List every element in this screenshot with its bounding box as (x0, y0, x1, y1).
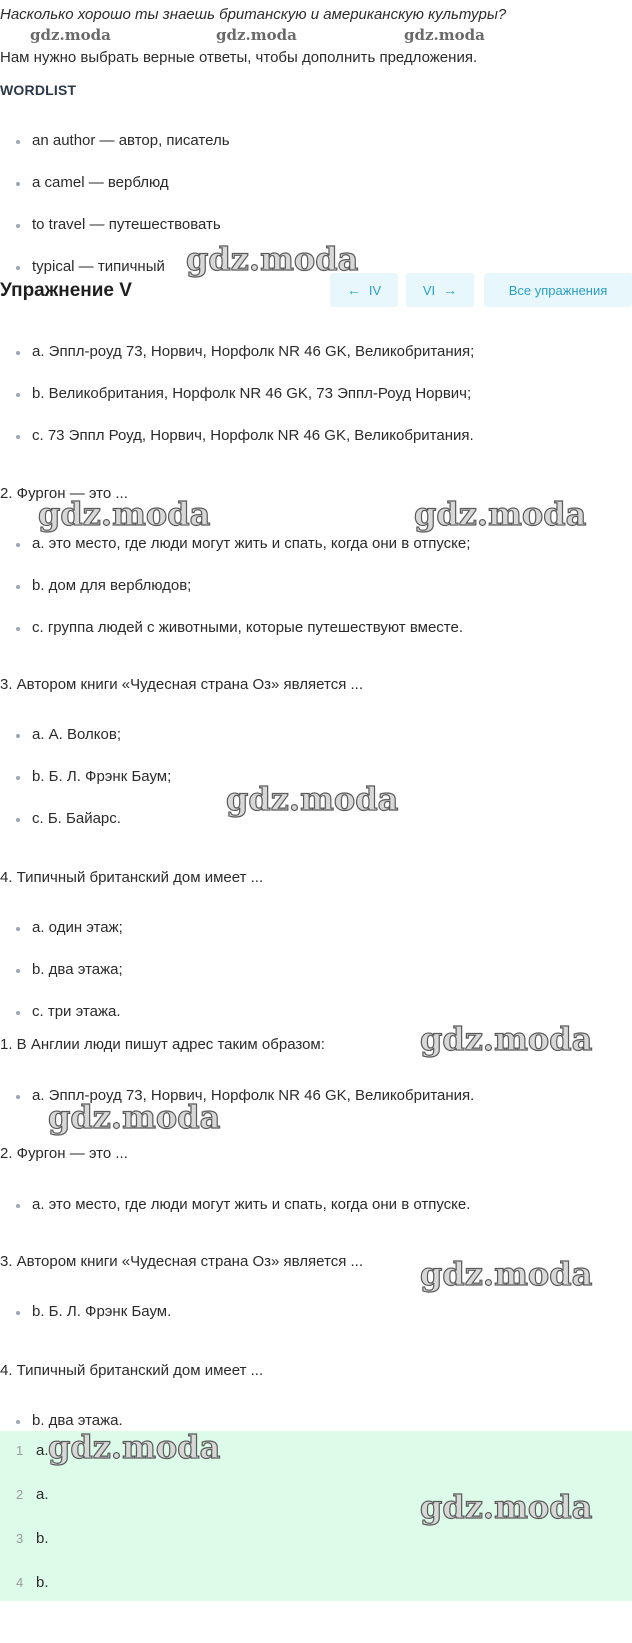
bullet-icon (16, 734, 20, 738)
prev-exercise-button[interactable] (330, 273, 398, 307)
answer-key-number: 3 (16, 1531, 24, 1546)
bullet-icon (16, 969, 20, 973)
wordlist-item: to travel — путешествовать (32, 216, 221, 233)
bullet-icon (16, 543, 20, 547)
bullet-icon (16, 1011, 20, 1015)
answer-key-value: b. (36, 1530, 49, 1547)
intro-question: Насколько хорошо ты знаешь британскую и американскую культуры? (0, 6, 507, 23)
option-q4-a: a. один этаж; (32, 919, 123, 936)
answer-key-row (0, 1475, 632, 1519)
option-q1-b: b. Великобритания, Норфолк NR 46 GK, 73 Эппл-Роуд Норвич; (32, 385, 472, 402)
option-q4-b: b. два этажа; (32, 961, 123, 978)
option-q2-c: c. группа людей с животными, которые путешествуют вместе. (32, 619, 464, 636)
bullet-icon (16, 351, 20, 355)
option-q2-a: a. это место, где люди могут жить и спать, когда они в отпуске; (32, 535, 471, 552)
watermark: gdz.moda (186, 240, 359, 278)
watermark: gdz.moda (226, 780, 399, 818)
watermark: gdz.moda (420, 1255, 593, 1293)
option-q1-a: a. Эппл-роуд 73, Норвич, Норфолк NR 46 GK, Великобритания; (32, 343, 475, 360)
arrow-left-icon: ← (346, 282, 361, 298)
answer-key (0, 1431, 632, 1601)
answer-question-3: 3. Автором книги «Чудесная страна Оз» является ... (0, 1253, 363, 1270)
bullet-icon (16, 1311, 20, 1315)
wordlist-item: a camel — верблюд (32, 174, 169, 191)
bullet-icon (16, 182, 20, 186)
option-q1-c: c. 73 Эппл Роуд, Норвич, Норфолк NR 46 GK, Великобритания. (32, 427, 474, 444)
bullet-icon (16, 927, 20, 931)
answer-key-row (0, 1431, 632, 1475)
watermark-small-1: gdz.moda (30, 26, 111, 44)
next-exercise-label: VI (422, 282, 436, 298)
bullet-icon (16, 585, 20, 589)
answer-4: b. два этажа. (32, 1412, 123, 1429)
question-4: 4. Типичный британский дом имеет ... (0, 869, 264, 886)
answer-3: b. Б. Л. Фрэнк Баум. (32, 1303, 172, 1320)
bullet-icon (16, 224, 20, 228)
option-q3-b: b. Б. Л. Фрэнк Баум; (32, 768, 172, 785)
watermark: gdz.moda (38, 495, 211, 533)
answer-key-number: 4 (16, 1575, 24, 1590)
option-q4-c: c. три этажа. (32, 1003, 121, 1020)
answer-key-value: b. (36, 1574, 49, 1591)
answer-key-row (0, 1563, 632, 1607)
watermark-small-2: gdz.moda (216, 26, 297, 44)
bullet-icon (16, 1420, 20, 1424)
answer-1: a. Эппл-роуд 73, Норвич, Норфолк NR 46 GK, Великобритания. (32, 1087, 475, 1104)
bullet-icon (16, 818, 20, 822)
question-3: 3. Автором книги «Чудесная страна Оз» является ... (0, 676, 363, 693)
prev-exercise-label: IV (368, 282, 382, 298)
answer-key-row (0, 1519, 632, 1563)
answer-key-number: 1 (16, 1443, 24, 1458)
arrow-right-icon: → (443, 282, 458, 298)
bullet-icon (16, 140, 20, 144)
answer-key-value: a. (36, 1442, 49, 1459)
watermark: gdz.moda (420, 1020, 593, 1058)
question-2: 2. Фургон — это ... (0, 485, 128, 502)
answer-question-4: 4. Типичный британский дом имеет ... (0, 1362, 264, 1379)
wordlist-item: typical — типичный (32, 258, 165, 275)
watermark: gdz.moda (48, 1428, 221, 1466)
bullet-icon (16, 393, 20, 397)
answer-question-2: 2. Фургон — это ... (0, 1145, 128, 1162)
wordlist-heading: WORDLIST (0, 82, 77, 98)
option-q3-c: c. Б. Байарс. (32, 810, 121, 827)
exercise-title: Упражнение V (0, 280, 132, 301)
option-q2-b: b. дом для верблюдов; (32, 577, 192, 594)
answer-key-number: 2 (16, 1487, 24, 1502)
watermark-small-3: gdz.moda (404, 26, 485, 44)
all-exercises-button[interactable]: Все упражнения (484, 273, 632, 307)
next-exercise-button[interactable] (406, 273, 474, 307)
watermark: gdz.moda (48, 1098, 221, 1136)
wordlist-item: an author — автор, писатель (32, 132, 230, 149)
intro-note: Нам нужно выбрать верные ответы, чтобы дополнить предложения. (0, 49, 478, 66)
answer-question-1: 1. В Англии люди пишут адрес таким образом: (0, 1036, 325, 1053)
bullet-icon (16, 435, 20, 439)
bullet-icon (16, 1204, 20, 1208)
answer-2: a. это место, где люди могут жить и спать, когда они в отпуске. (32, 1196, 471, 1213)
bullet-icon (16, 1095, 20, 1099)
bullet-icon (16, 776, 20, 780)
watermark: gdz.moda (414, 495, 587, 533)
option-q3-a: a. А. Волков; (32, 726, 121, 743)
answer-key-value: a. (36, 1486, 49, 1503)
bullet-icon (16, 627, 20, 631)
watermark: gdz.moda (420, 1488, 593, 1526)
bullet-icon (16, 266, 20, 270)
